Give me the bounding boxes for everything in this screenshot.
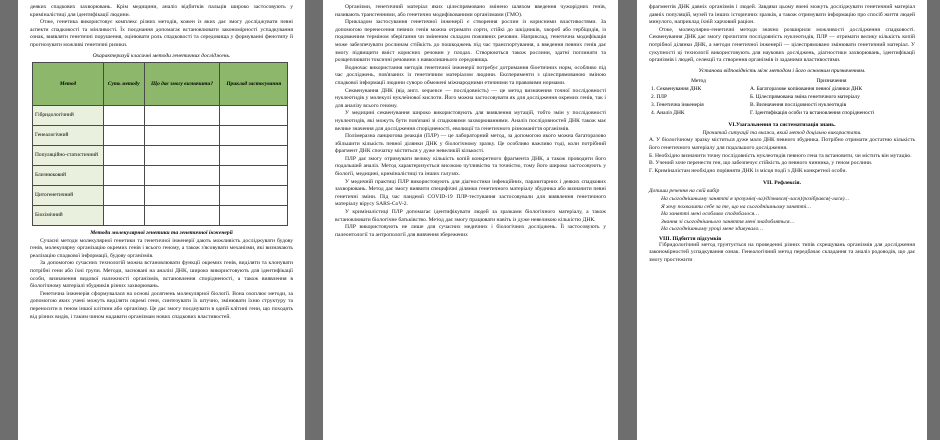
table-caption: Охарактеризуй класичні методи генетичних досліджень. — [92, 52, 231, 59]
method-item: 2. ПЛР — [651, 93, 667, 100]
table-cell[interactable] — [144, 185, 220, 205]
paragraph: деяких спадкових захворювань. Крім медицини, аналіз відбитків пальців широко застосовують у криміналістиці для ідентифікації людини. — [30, 4, 293, 18]
paragraph: Генетична інженерія сформувалася на основі досягнень молекулярної біології. Вона охоплює методи, за допомогою яких учені можуть виділяти окремі гени, синтезувати їх штучно, змінювати їхню структуру та переносити в геном іншої клітини або організму. Це дає змогу поєднувати в одній клітині гени, що походять від різних видів, і таким чином надавати організмам нових спадкових властивостей. — [30, 290, 293, 320]
table-cell[interactable] — [220, 205, 288, 225]
paragraph: Сучасні методи молекулярної генетики та генетичної інженерії дають можливість досліджувати будову генів, молекулярну організацію окремих генів і всього геному, а також з'ясовувати механізми, які визначають реалізацію спадкової інформації, будову організмів. — [30, 237, 293, 259]
paragraph: Секвенування ДНК (від англ. sequence — послідовність) — це метод визначення точної послідовності нуклеотидів у молекулі нуклеїнової кислоти. Його можна застосовувати як для дослідження окремих генів, так і для аналізу всього геному. — [335, 87, 606, 109]
table-cell[interactable] — [104, 165, 145, 185]
table-cell[interactable] — [104, 185, 145, 205]
page-2 — [323, 0, 618, 440]
column-label: Призначення — [816, 77, 847, 84]
table-cell[interactable] — [220, 165, 288, 185]
situation-item: В. Учений хоче перенести ген, що забезпечує стійкість до певного чинника, у геном рослини. — [649, 160, 873, 167]
methods-table — [32, 62, 288, 226]
purpose-item: Г. Ідентифікація особи та встановлення спорідненості — [750, 109, 875, 116]
method-item: 3. Генетична інженерія — [651, 101, 704, 108]
column-label: Метод — [691, 77, 706, 84]
table-cell[interactable] — [104, 145, 145, 165]
reflection-item: На сьогоднішньому занятті я зрозумів(-ла)/дізнався(-лася)/розібрався(-лася)… — [661, 195, 850, 202]
table-row-label: Біохімічний — [33, 205, 104, 225]
page-3 — [637, 0, 927, 440]
table-cell[interactable] — [144, 165, 220, 185]
page-1 — [18, 0, 305, 440]
table-cell[interactable] — [220, 105, 288, 125]
table-row-label: Генеалогічний — [33, 125, 104, 145]
table-cell[interactable] — [104, 125, 145, 145]
paragraph: Отже, молекулярно-генетичні методи значно розширили можливості дослідження спадковості. Секвенування ДНК дає змогу прочитати послідовність нуклеотидів, ПЛР — отримати велику кількість копій потрібної ділянки ДНК, а методи генетичної інженерії — цілеспрямовано змінювати генетичний матеріал. У сукупності ці технології використовують для наукових досліджень, діагностики захворювань, ідентифікації організмів і людей, селекції та створення організмів із заданими властивостями. — [649, 26, 915, 64]
paragraph: Водночас використання методів генетичної інженерії потребує дотримання біоетичних норм, особливо під час досліджень, пов'язаних із генетичним матеріалом людини. Експерименти з цілеспрямованою зміною спадкової інформації людини суворо обмежені міжнародними етичними та правовими нормами. — [335, 64, 606, 86]
paragraph: У медичній практиці ПЛР використовують для діагностики інфекційних, паразитарних і деяких спадкових захворювань. Метод дає змогу виявити специфічні ділянки генетичного матеріалу збудника або визначити певні генетичні зміни. Під час пандемії COVID-19 ПЛР-тестування застосовували для виявлення генетичного матеріалу вірусу SARS-CoV-2. — [335, 178, 606, 208]
paragraph: ПЛР дає змогу отримувати велику кількість копій конкретного фрагмента ДНК, а також проводити його подальший аналіз. Метод характеризується високою чутливістю та точністю, тому його широко застосовують у біології, медицині, криміналістиці та інших галузях. — [335, 155, 606, 178]
table-cell[interactable] — [144, 205, 220, 225]
table-cell[interactable] — [220, 125, 288, 145]
reflection-item: Знання зі сьогоднішнього заняття мені знадобляться… — [661, 218, 795, 225]
paragraph: ПЛР використовують не лише для сучасних медичних і біологічних досліджень. Її застосовують у палеонтології та антропології для вивчення збережених — [335, 224, 606, 238]
table-cell[interactable] — [144, 145, 220, 165]
table-cell[interactable] — [220, 185, 288, 205]
table-header: Метод — [33, 62, 104, 105]
paragraph: Організми, генетичний матеріал яких цілеспрямовано змінено шляхом введення чужорідних генів, називають трансгенними, або генетично модифікованими організмами (ГМО). — [335, 4, 606, 18]
purpose-item: А. Багаторазове копіювання певної ділянки ДНК — [750, 85, 863, 92]
section-heading: VI.Узагальнення та систематизація знань. — [728, 121, 836, 128]
table-row-label: Популяційно-статистичний — [33, 145, 104, 165]
method-item: 4. Аналіз ДНК — [651, 109, 685, 116]
table-cell[interactable] — [144, 125, 220, 145]
table-header: Приклад застосування — [220, 62, 288, 105]
reflection-item: Я хочу похвалити себе за те, що на сьогоднішньому занятті… — [661, 203, 812, 210]
paragraph: фрагментів ДНК давніх організмів і людей. Завдяки цьому вчені можуть досліджувати генетичний матеріал давніх популяцій, музей та інших історичних зразків, а також отримувати інформацію про спосіб життя людей минулого, наприклад їхній харчовий раціон. — [649, 4, 915, 26]
table-row-label: Близнюковий — [33, 165, 104, 185]
purpose-item: В. Визначення послідовності нуклеотидів — [750, 101, 847, 108]
situation-item: Б. Необхідно визначити точну послідовність нуклеотидів певного гена та встановити, чи містить він мутацію. — [649, 152, 912, 159]
table-cell[interactable] — [104, 205, 145, 225]
reflection-item: На занятті мені особливо сподобалося… — [661, 211, 760, 218]
paragraph: Полімеразна ланцюгова реакція (ПЛР) — це лабораторний метод, за допомогою якого можна багаторазово збільшити кількість певної ділянки ДНК у біологічному зразку. Це особливо важливо тоді, коли потрібний фрагмент ДНК спочатку міститься у дуже невеликій кількості. — [335, 133, 606, 155]
table-cell[interactable] — [220, 145, 288, 165]
purpose-item: Б. Цілеспрямована зміна генетичного матеріалу — [750, 93, 860, 100]
section-subtitle: Допиши речення на свій вибір — [649, 188, 720, 195]
table-row-label: Цитогенетичний — [33, 185, 104, 205]
paragraph: Прикладом застосування генетичної інженерії є створення рослин із корисними властивостями. За допомогою перенесення певних генів можна отримати сорти, стійкі до шкідників, хвороб або гербіцидів, із подовженим терміном зберігання чи зміненим складом поживних речовин. Наприклад, генетична модифікація може забезпечувати рослинам стійкість до пошкоджень під час транспортування, а введення певних генів дає змогу підвищити вміст корисних речовин у плодах. Створюються також рослини, здатні поглинати та розщеплювати токсичні речовини з навколишнього середовища. — [335, 19, 606, 64]
table-row-label: Гібридологічний — [33, 105, 104, 125]
situation-item: Г. Криміналістам необхідно порівняти ДНК із місця події з ДНК конкретної особи. — [649, 167, 847, 174]
match-caption: Установи відповідність між методом і його основним призначенням. — [698, 67, 866, 74]
paragraph: Гібридологічний метод грунтується на проведенні різних типів схрещувань організмів для дослідження закономірностей успадкування ознак. Генеалогічний метод передбачає складання та аналіз родоводів, що дає змогу простежити — [649, 241, 915, 264]
situation-item: А. У біологічному зразку міститься дуже мало ДНК певного збудника. Потрібно отримати достатню кількість його генетичного матеріалу для подальшого дослідження. — [649, 137, 915, 151]
paragraph: У медицині секвенування широко використовують для виявлення мутацій, тобто змін у послідовності нуклеотидів, які можуть бути пов'язані зі спадковими захворюваннями. Аналіз послідовностей ДНК також має велике значення для дослідження спорідненості, еволюції та генетичного різноманіття організмів. — [335, 110, 606, 132]
section-heading: Методи молекулярної генетики та генетичної інженерії — [90, 229, 233, 236]
section-subtitle: Прочитай ситуації та вкажи, який метод доцільно використати. — [702, 129, 862, 136]
table-cell[interactable] — [104, 105, 145, 125]
match-table — [649, 77, 915, 117]
method-item: 1. Секвенування ДНК — [651, 85, 702, 92]
paragraph: У криміналістиці ПЛР допомагає ідентифікувати людей за зразками біологічного матеріалу, а також встановлювати біологічне батьківство. Метод дає змогу працювати навіть із дуже невеликою кількістю ДНК. — [335, 209, 606, 223]
section-heading: VII. Рефлексія. — [763, 180, 801, 187]
section-heading: VIII. Підбиття підсумків — [659, 235, 722, 242]
paragraph: Отже, генетика використовує комплекс різних методів, кожен із яких дає змогу досліджувати певні аспекти спадковості та мінливості. Їх поєднання допомагає встановлювати закономірності успадкування ознак, виявляти генетичні порушення, оцінювати роль спадковості та середовища у формуванні фенотипу й прогнозувати можливі генетичні ризики. — [30, 19, 293, 48]
table-header: Що дає змогу визначити? — [144, 62, 220, 105]
table-header: Суть методу — [104, 62, 145, 105]
paragraph: За допомогою сучасних технологій можна встановлювати функції окремих генів, виділяти та клонувати потрібні гени або їхні групи. Методи, засновані на аналізі ДНК, широко використовують для ідентифікації особи, визначення видової належності організмів, встановлення спорідненості, а також виявлення в біологічному матеріалі збудників різних захворювань. — [30, 260, 293, 290]
table-cell[interactable] — [144, 105, 220, 125]
reflection-item: На сьогоднішньому уроці мене здивувало… — [661, 226, 764, 233]
